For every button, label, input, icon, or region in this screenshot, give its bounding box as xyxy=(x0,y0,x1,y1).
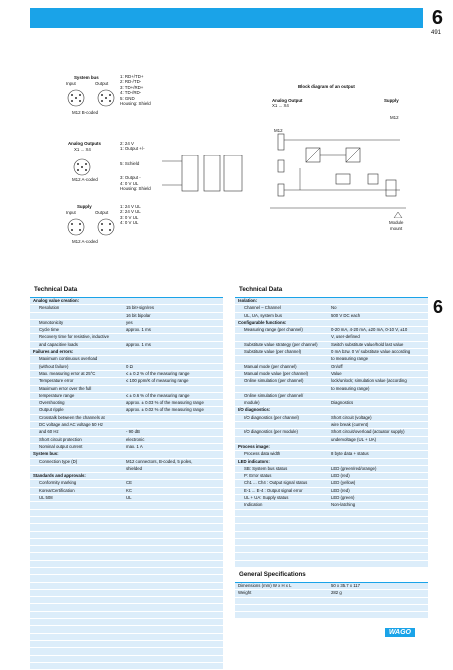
pin-label: 1: RD+/TD+ xyxy=(120,74,144,79)
row-label: Online simulation (per channel/ xyxy=(244,392,304,398)
analog-outputs-sub: X1 ... X4 xyxy=(74,147,91,152)
table-row xyxy=(30,451,223,458)
block-analog-output-sub: X1 ... X4 xyxy=(272,103,289,108)
table-row xyxy=(30,364,223,371)
row-value: lock/unlock; simulation value (according xyxy=(331,378,407,384)
table-row xyxy=(235,590,428,597)
table-row xyxy=(30,648,223,655)
row-label: Max. measuring error at 25°C xyxy=(39,370,96,376)
table-row xyxy=(235,305,428,312)
row-value: 0 Ω xyxy=(126,363,133,369)
row-label: UL + UA: Supply status xyxy=(244,495,289,501)
chapter-number: 6 xyxy=(431,7,443,29)
row-label: Crosstalk between the channels at xyxy=(39,414,105,420)
row-label: Output ripple xyxy=(39,407,64,413)
row-label: Process data width xyxy=(244,451,281,457)
system-bus-title: System bus xyxy=(74,75,99,80)
analog-outputs-pin-list xyxy=(120,141,151,191)
table-row xyxy=(30,342,223,349)
row-value: approx. ± 0.03 % of the measuring range xyxy=(126,400,204,406)
row-label: Manual mode value (per channel) xyxy=(244,370,309,376)
row-value: max. 1 A xyxy=(126,443,143,449)
row-value: Diagnostics xyxy=(331,400,354,406)
block-module-label: Module xyxy=(389,220,404,225)
table-row xyxy=(30,641,223,648)
table-row xyxy=(30,553,223,560)
row-value: approx. ± 0.02 % of the measuring range xyxy=(126,407,204,413)
table-row xyxy=(30,327,223,334)
table-row xyxy=(30,663,223,670)
table-row xyxy=(30,415,223,422)
system-bus-pin-list xyxy=(120,74,151,106)
row-label: Configurable functions: xyxy=(238,319,287,325)
row-label: module) xyxy=(244,400,260,406)
row-value: ≤ 100 ppm/K of measuring range xyxy=(126,378,189,384)
table-row xyxy=(235,334,428,341)
table-row xyxy=(235,437,428,444)
row-label: Monotonicity xyxy=(39,319,64,325)
table-row xyxy=(30,575,223,582)
page-number: 491 xyxy=(430,30,441,36)
row-label: Conformity marking xyxy=(39,480,77,486)
table-row xyxy=(30,459,223,466)
pin-label: 4: 0 V UL xyxy=(120,180,139,186)
block-diagram-schematic xyxy=(270,118,410,218)
row-label: Substitute value strategy (per channel) xyxy=(244,341,318,347)
row-label: and 60 Hz xyxy=(39,429,59,435)
row-label: Channel – Channel xyxy=(244,305,281,311)
row-value: electronic xyxy=(126,436,145,442)
table-row xyxy=(30,320,223,327)
pin-label: 3: Output - xyxy=(120,175,141,181)
row-value: CE xyxy=(126,480,132,486)
row-label: Process image: xyxy=(238,443,270,449)
table-row xyxy=(30,334,223,341)
row-value: 16 bit bipolar xyxy=(126,312,151,318)
row-label: Nominal output current xyxy=(39,443,83,449)
row-value: Switch substitute value/hold last value xyxy=(331,341,404,347)
row-label: DC voltage and AC voltage 50 Hz xyxy=(39,422,104,428)
table-row xyxy=(30,429,223,436)
row-label: I/O diagnostics (per module) xyxy=(244,429,298,435)
supply-connector-icon xyxy=(62,217,122,237)
table-row xyxy=(30,561,223,568)
table-row xyxy=(235,502,428,509)
system-bus-connector-icon xyxy=(62,88,122,108)
row-value: ≤ ± 0.2 % of the measuring range xyxy=(126,370,190,376)
table-row xyxy=(30,612,223,619)
row-label: P: Error status xyxy=(244,473,272,479)
supply-pin-list xyxy=(120,204,141,226)
table-row xyxy=(235,451,428,458)
row-value: V, user-defined xyxy=(331,334,360,340)
table-row xyxy=(30,604,223,611)
row-label: temperature range xyxy=(39,392,75,398)
row-value: 0 mA bzw. 0 V/ substitute value according xyxy=(331,349,411,355)
pin-label: 2: 24 V xyxy=(120,141,134,146)
table-row xyxy=(30,597,223,604)
analog-outputs-code: M12 A-coded xyxy=(72,177,98,182)
table-row xyxy=(30,480,223,487)
table-row xyxy=(30,473,223,480)
technical-data-panel-right xyxy=(235,283,428,612)
table-row xyxy=(235,371,428,378)
table-row xyxy=(30,298,223,305)
system-bus-code: M12 B-coded xyxy=(72,110,99,115)
row-label: Recovery time for resistive, inductive xyxy=(39,334,109,340)
row-label: Overshooting xyxy=(39,400,65,406)
table-row xyxy=(30,407,223,414)
pin-label: 1: Output +/- xyxy=(120,146,145,152)
row-label: Cycle time xyxy=(39,327,60,333)
row-label: Dimensions (mm) W x H x L xyxy=(238,583,292,588)
table-row xyxy=(235,429,428,436)
table-row xyxy=(30,371,223,378)
row-value: approx. 1 ms xyxy=(126,341,151,347)
row-value: KC xyxy=(126,487,132,493)
table-row xyxy=(235,480,428,487)
pin-label: 5: GND xyxy=(120,95,135,101)
row-value: - 90 dB xyxy=(126,429,140,435)
pin-label: 3: 0 V UL xyxy=(120,214,139,220)
table-row xyxy=(235,400,428,407)
row-label: Maximum continuous overload xyxy=(39,356,98,362)
table-row xyxy=(235,466,428,473)
row-value: LED (yellow) xyxy=(331,480,356,486)
table-row xyxy=(30,510,223,517)
table-row xyxy=(235,539,428,546)
row-value: Value xyxy=(331,370,342,376)
panel-title: Technical Data xyxy=(30,283,223,298)
pin-label: 2: 24 V UL xyxy=(120,209,141,215)
table-row xyxy=(30,583,223,590)
table-row xyxy=(235,553,428,560)
table-row xyxy=(30,305,223,312)
table-row xyxy=(30,524,223,531)
table-row xyxy=(235,444,428,451)
table-row xyxy=(235,473,428,480)
table-row xyxy=(235,320,428,327)
table-row xyxy=(235,342,428,349)
block-mount-label: mount xyxy=(390,226,403,231)
row-label: Connection type (D) xyxy=(39,458,78,464)
row-label: Maximum error over the full xyxy=(39,385,92,391)
supply-input-label: Input xyxy=(66,210,76,215)
row-value: Short circuit (voltage) xyxy=(331,414,372,420)
row-label: UL 508 xyxy=(39,495,53,501)
table-row xyxy=(30,400,223,407)
table-row xyxy=(235,349,428,356)
table-row xyxy=(235,598,428,605)
pin-label: 2: RD-/TD- xyxy=(120,79,142,85)
pin-label: Housing: Shield xyxy=(120,186,151,192)
row-label: Measuring range (per channel) xyxy=(244,327,303,333)
row-value: M12 connectors, B-coded, 5 poles, xyxy=(126,458,193,464)
analog-output-connector-icon xyxy=(62,155,262,195)
panel-title: General Specifications xyxy=(235,568,428,583)
table-row xyxy=(235,459,428,466)
table-row xyxy=(235,313,428,320)
supply-title: Supply xyxy=(77,204,92,209)
table-row xyxy=(235,495,428,502)
row-label: Standards and approvals: xyxy=(33,473,86,479)
system-bus-output-label: Output xyxy=(95,81,109,86)
table-row xyxy=(30,495,223,502)
table-row xyxy=(235,407,428,414)
table-row xyxy=(235,422,428,429)
pin-label: 5: Schield xyxy=(120,160,140,166)
table-row xyxy=(30,517,223,524)
row-value: 15 bit+sign/res xyxy=(126,305,155,311)
block-m12-right: M12 xyxy=(390,115,399,120)
row-label: Resolution xyxy=(39,305,60,311)
analog-outputs-title: Analog Outputs xyxy=(68,141,101,146)
table-row xyxy=(235,583,428,590)
table-row xyxy=(30,626,223,633)
row-label: Failures and errors: xyxy=(33,349,74,355)
row-label: Substitute value (per channel) xyxy=(244,349,302,355)
table-row xyxy=(30,393,223,400)
row-value: shielded xyxy=(126,465,143,471)
row-value: LED (red) xyxy=(331,473,350,479)
header-bar xyxy=(30,8,423,28)
row-value: 50 x 35.7 x 117 xyxy=(331,583,361,588)
block-m12-left: M12 xyxy=(274,128,283,133)
table-row xyxy=(235,327,428,334)
row-value: LED (green) xyxy=(331,495,355,501)
table-row xyxy=(30,349,223,356)
table-row xyxy=(235,386,428,393)
table-row xyxy=(235,517,428,524)
row-value: ≤ ± 0.6 % of the measuring range xyxy=(126,392,190,398)
table-row xyxy=(30,488,223,495)
table-row xyxy=(235,393,428,400)
row-value: On/off xyxy=(331,363,343,369)
row-value: 500 V DC each xyxy=(331,312,361,318)
pin-label: 1: 24 V UL xyxy=(120,204,141,209)
table-row xyxy=(30,546,223,553)
pin-label: 3: TD+/RD+ xyxy=(120,84,144,90)
table-row xyxy=(30,532,223,539)
row-value: to measuring range xyxy=(331,356,369,362)
supply-code: M12 A-coded xyxy=(72,239,98,244)
pin-label: 4: 0 V UL xyxy=(120,220,139,226)
table-row xyxy=(235,510,428,517)
row-value: to measuring range) xyxy=(331,385,370,391)
row-label: Analog value creation: xyxy=(33,298,80,303)
row-label: I/O diagnostics: xyxy=(238,407,271,413)
table-row xyxy=(235,524,428,531)
row-value: 8 byte data + status xyxy=(331,451,369,457)
system-bus-input-label: Input xyxy=(66,81,76,86)
row-label: Weight xyxy=(238,590,252,596)
table-row xyxy=(30,539,223,546)
table-row xyxy=(235,378,428,385)
table-row xyxy=(235,546,428,553)
row-label: E-1 ... E-4 : Output signal error xyxy=(244,487,303,493)
table-row xyxy=(235,605,428,612)
table-row xyxy=(235,415,428,422)
block-diagram-title: Block diagram of an output xyxy=(298,84,355,89)
table-row xyxy=(30,356,223,363)
table-row xyxy=(30,378,223,385)
row-value: UL xyxy=(126,495,132,501)
table-row xyxy=(30,437,223,444)
block-analog-output-label: Analog Output xyxy=(272,98,303,103)
row-value: undervoltage (UL + UA) xyxy=(331,436,377,442)
table-row xyxy=(30,444,223,451)
table-row xyxy=(30,656,223,663)
row-label: SB: System bus status xyxy=(244,465,288,471)
table-row xyxy=(30,466,223,473)
row-value: 282 g xyxy=(331,590,342,596)
table-row xyxy=(30,313,223,320)
table-row xyxy=(235,612,428,619)
table-row xyxy=(235,561,428,568)
row-label: LED indicators: xyxy=(238,458,270,464)
row-label: and capacitive loads xyxy=(39,341,78,347)
row-label: UL, UA, system bus xyxy=(244,312,282,318)
wago-logo: WAGO xyxy=(385,628,415,637)
row-label: Temperature error xyxy=(39,378,74,384)
block-supply-label: Supply xyxy=(384,98,399,103)
row-label: Short circuit protection xyxy=(39,436,82,442)
panel-title: Technical Data xyxy=(235,283,428,298)
row-label: Isolation: xyxy=(238,298,258,303)
technical-data-panel-left xyxy=(30,283,223,670)
row-label: Indication xyxy=(244,502,263,508)
row-value: No xyxy=(331,305,337,311)
table-row xyxy=(235,364,428,371)
row-label: Online simulation (per channel) xyxy=(244,378,304,384)
row-value: Non-latching xyxy=(331,502,356,508)
table-row xyxy=(30,568,223,575)
pin-label: 4: TD-/RD- xyxy=(120,90,142,96)
technical-data-rows xyxy=(30,298,223,670)
row-value: LED (green/red/orange) xyxy=(331,465,377,471)
table-row xyxy=(30,386,223,393)
table-row xyxy=(235,488,428,495)
row-label: I/O diagnostics (per channel) xyxy=(244,414,299,420)
table-row xyxy=(30,502,223,509)
general-specification-rows xyxy=(235,583,428,619)
row-label: Ch1 ... Ch4 : Output signal status xyxy=(244,480,308,486)
row-value: Short circuit/overload (actuator supply) xyxy=(331,429,405,435)
row-label: KorearCertification xyxy=(39,487,75,493)
general-specifications-panel xyxy=(235,568,428,619)
pin-label: Housing: Shield xyxy=(120,101,151,107)
row-value: wire break (current) xyxy=(331,422,369,428)
technical-data-rows xyxy=(235,298,428,612)
table-row xyxy=(30,634,223,641)
row-value: LED (red) xyxy=(331,487,350,493)
row-label: System bus: xyxy=(33,451,59,457)
row-label: Manual mode (per channel) xyxy=(244,363,297,369)
table-row xyxy=(30,590,223,597)
table-row xyxy=(235,356,428,363)
table-row xyxy=(235,298,428,305)
side-chapter-number: 6 xyxy=(432,297,443,317)
table-row xyxy=(235,532,428,539)
table-row xyxy=(30,619,223,626)
supply-output-label: Output xyxy=(95,210,109,215)
row-value: approx. 1 ms xyxy=(126,327,151,333)
row-value: 0-20 mA, 4-20 mA, ±20 mA, 0-10 V, ±10 xyxy=(331,327,408,333)
row-value: yes xyxy=(126,319,133,325)
row-label: (without failure) xyxy=(39,363,69,369)
table-row xyxy=(30,422,223,429)
